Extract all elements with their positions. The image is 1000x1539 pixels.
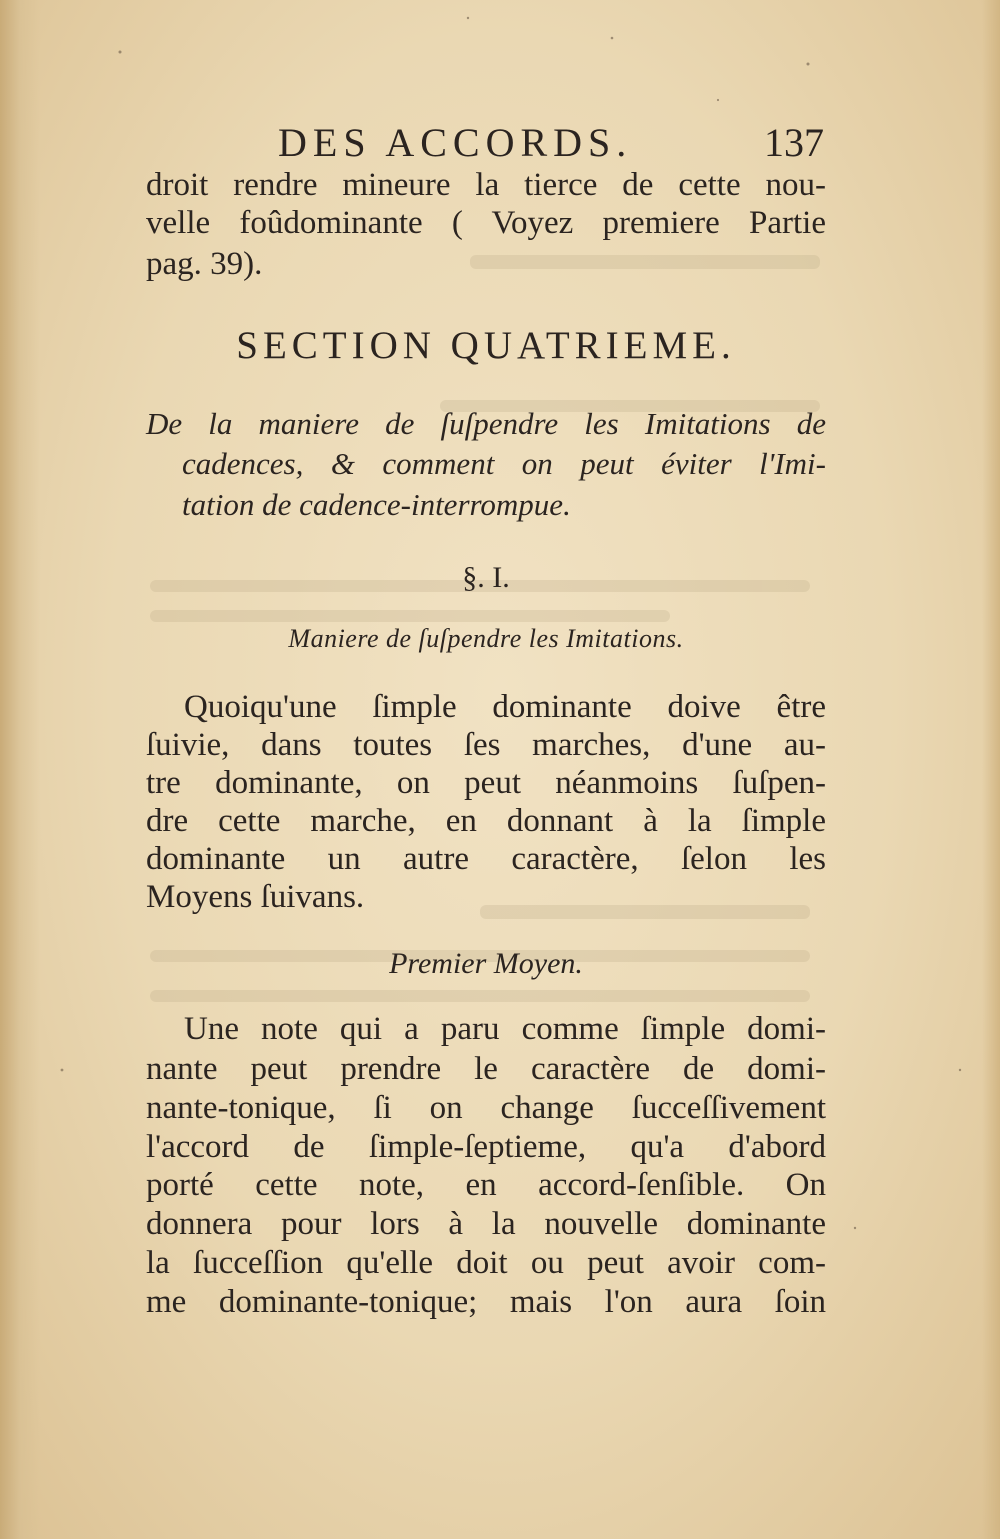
page-edge-shadow-left [0, 0, 40, 1539]
subtitle-line: De la maniere de ſuſpendre les Imitations de [146, 406, 826, 441]
section-heading: SECTION QUATRIEME. [236, 324, 736, 367]
text-line: dre cette marche, en donnant à la ſimple [146, 803, 826, 839]
text-line: tre dominante, on peut néanmoins ſuſpen- [146, 765, 826, 801]
text-line: pag. 39). [146, 246, 263, 282]
text-line: l'accord de ſimple-ſeptieme, qu'a d'abord [146, 1129, 826, 1165]
paragraph-title: Maniere de ſuſpendre les Imitations. [288, 624, 684, 653]
text-line: droit rendre mineure la tierce de cette nou- [146, 167, 826, 203]
page-number: 137 [764, 120, 824, 165]
text-line: Une note qui a paru comme ſimple domi- [184, 1011, 826, 1047]
text-line: nante-tonique, ſi on change ſucceſſivement [146, 1090, 826, 1126]
text-line: porté cette note, en accord-ſenſible. On [146, 1167, 826, 1203]
text-line: la ſucceſſion qu'elle doit ou peut avoir com- [146, 1245, 826, 1281]
text-line: nante peut prendre le caractère de domi- [146, 1051, 826, 1087]
running-title: DES ACCORDS. [278, 120, 633, 165]
paragraph-mark: §. I. [462, 561, 510, 594]
running-header [146, 118, 826, 168]
text-line: donnera pour lors à la nouvelle dominante [146, 1206, 826, 1242]
text-line: ſuivie, dans toutes ſes marches, d'une au- [146, 727, 826, 763]
moyen-title: Premier Moyen. [389, 947, 583, 980]
text-line: me dominante-tonique; mais l'on aura ſoin [146, 1284, 826, 1320]
subtitle-line: cadences, & comment on peut éviter l'Imi- [182, 446, 826, 481]
text-line: velle foûdominante ( Voyez premiere Partie [146, 205, 826, 241]
text-line: Moyens ſuivans. [146, 879, 365, 915]
text-line: dominante un autre caractère, ſelon les [146, 841, 826, 877]
page-edge-shadow-right [982, 0, 1000, 1539]
text-line: Quoiqu'une ſimple dominante doive être [184, 689, 826, 725]
subtitle-line: tation de cadence-interrompue. [182, 487, 571, 522]
